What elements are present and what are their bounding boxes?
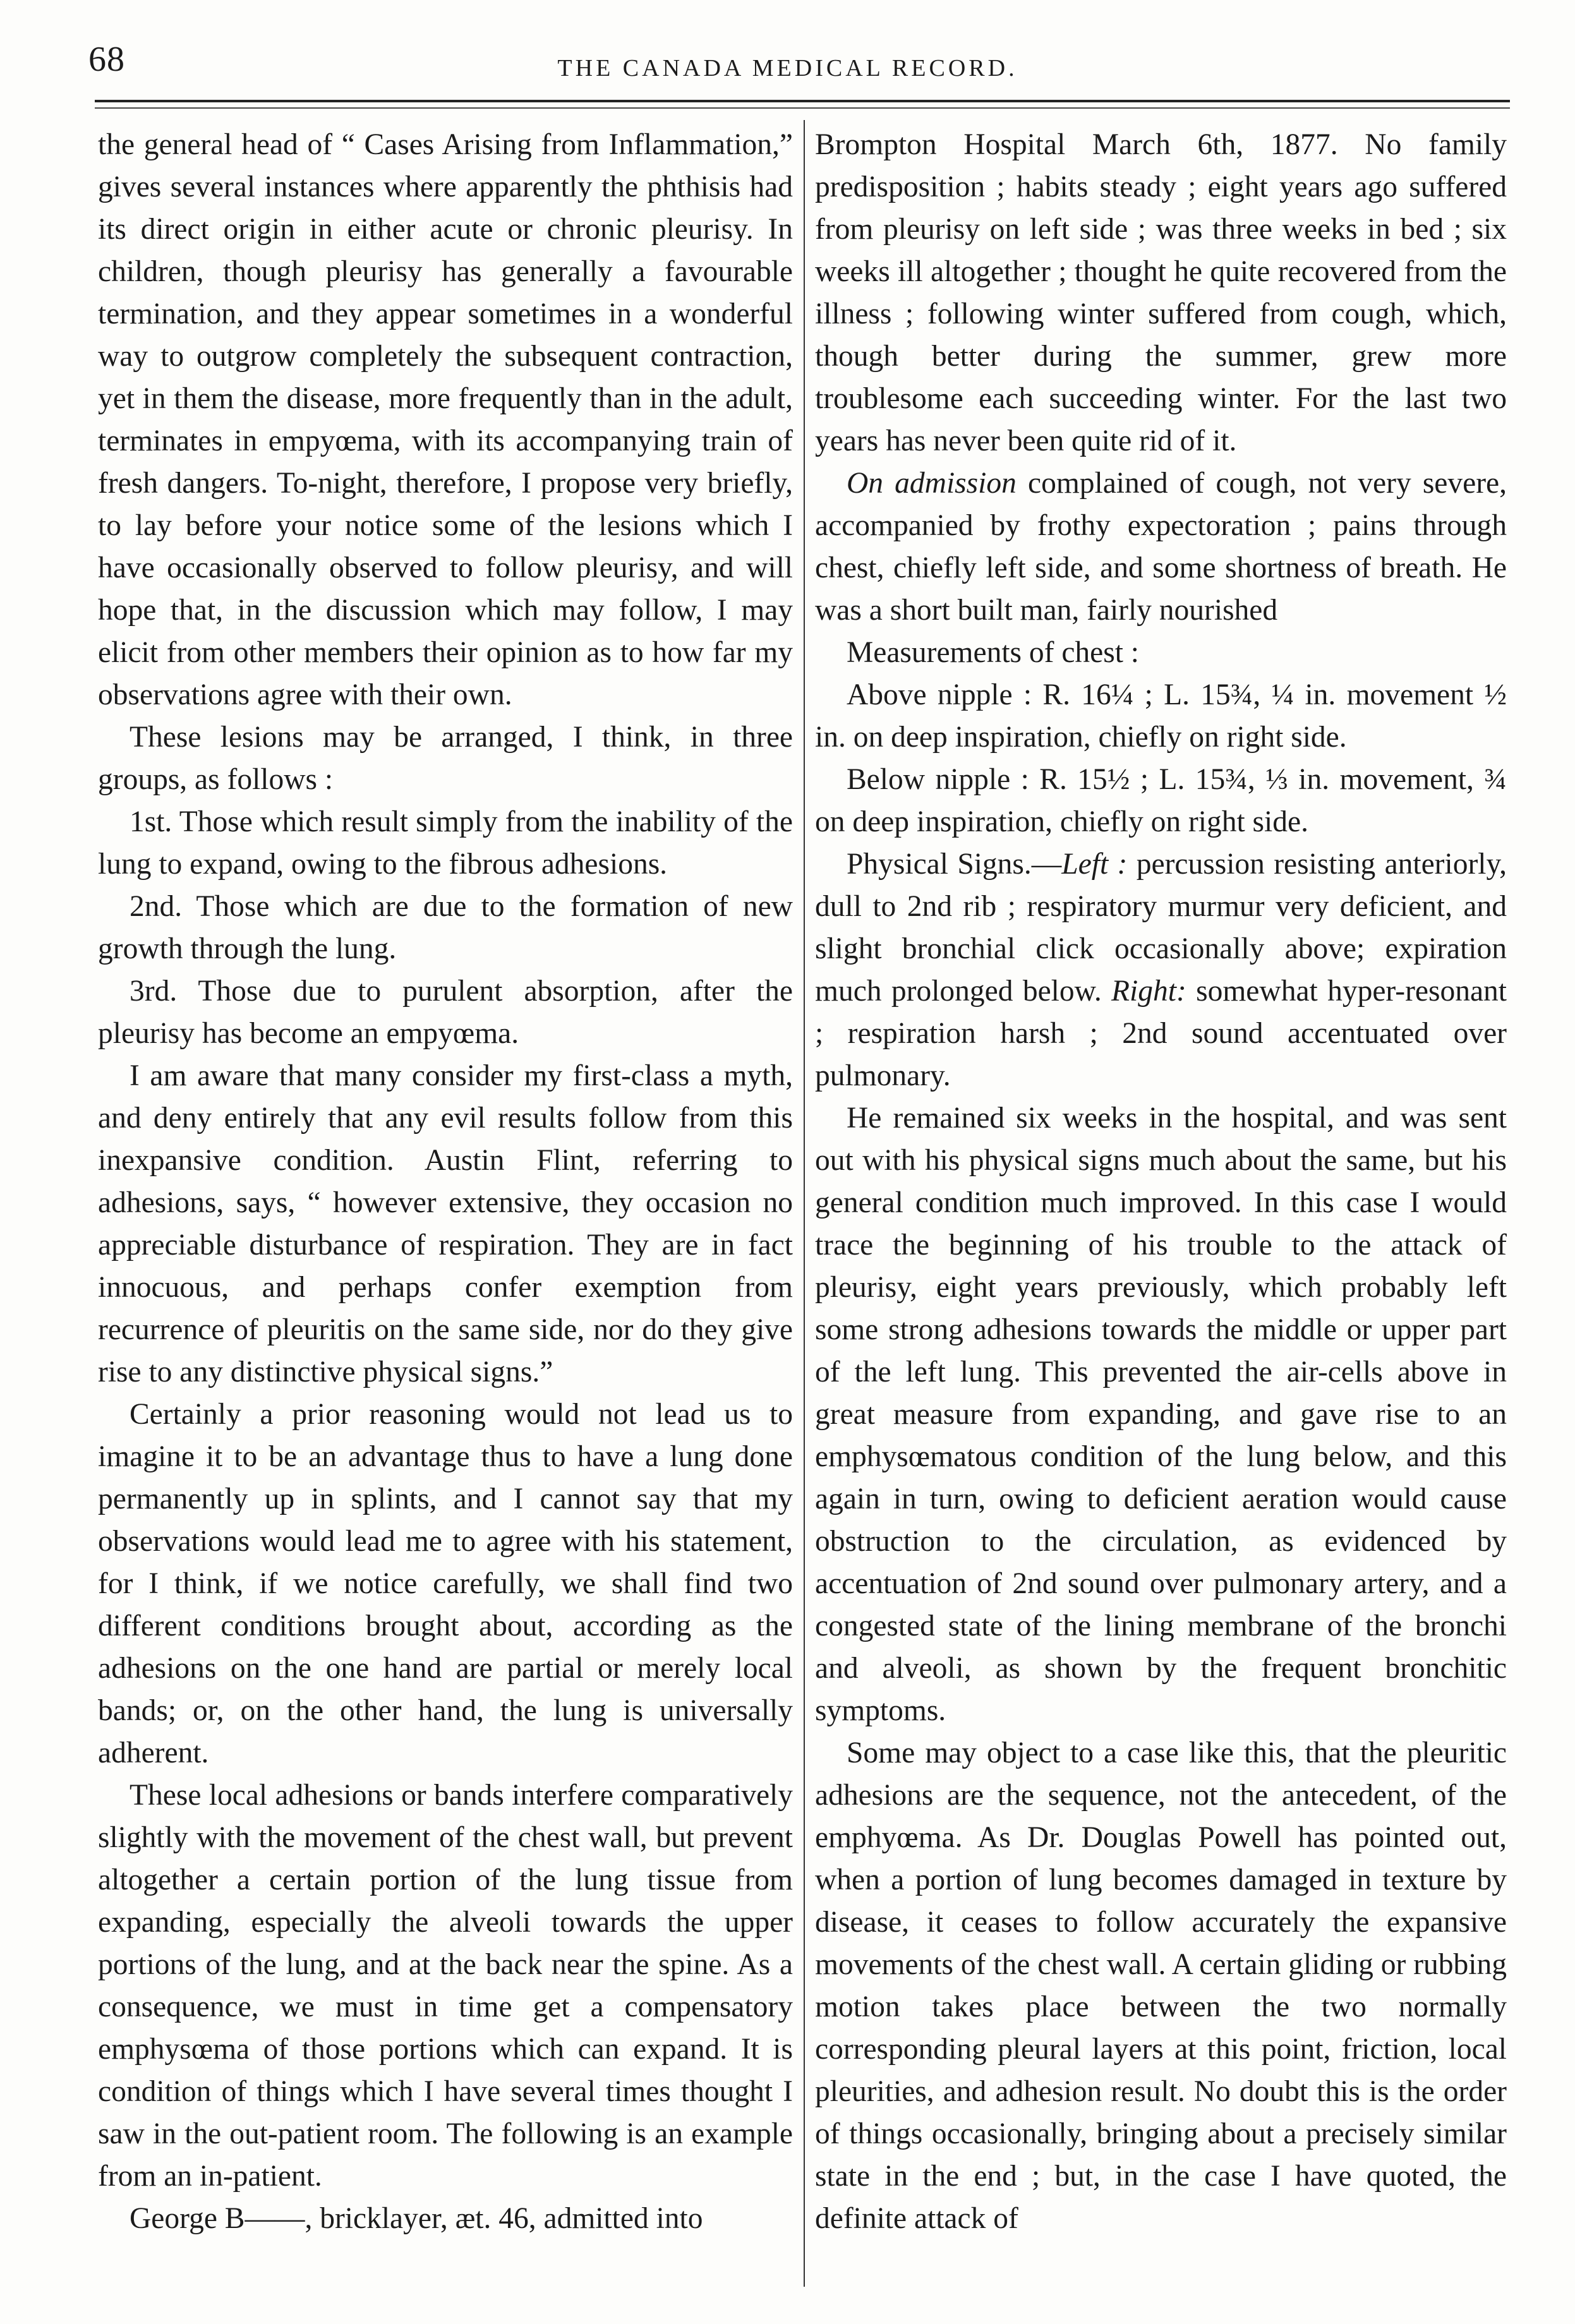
physical-signs-label: Physical Signs.— bbox=[847, 848, 1062, 881]
left-paragraph-6: I am aware that many consider my first-class a myth, and deny entirely that any evil results follow from this inexpansive condition. Austin Flint, referring to adhesions, says, “ however extensive, they occasion no appreciable disturbance of respiration. They are in fact innocuous, and perhaps confer exemption from recurrence of pleuritis on the same side, nor do they give rise to any distinctive physical signs.” bbox=[98, 1059, 793, 1388]
left-side-label: Left : bbox=[1061, 848, 1128, 881]
page-number: 68 bbox=[88, 40, 125, 79]
header-rule bbox=[95, 100, 1510, 102]
right-paragraph-2 bbox=[815, 462, 1507, 632]
left-column bbox=[98, 124, 793, 2240]
on-admission-label: On admission bbox=[847, 467, 1017, 500]
left-paragraph-2: These lesions may be arranged, I think, in three groups, as follows : bbox=[98, 721, 793, 796]
header-rule-thin bbox=[95, 107, 1510, 109]
right-paragraph-4: Above nipple : R. 16¼ ; L. 15¾, ¼ in. movement ½ in. on deep inspiration, chiefly on right side. bbox=[815, 678, 1507, 754]
column-divider bbox=[804, 120, 805, 2287]
left-paragraph-1: the general head of “ Cases Arising from Inflammation,” gives several instances where apparently the phthisis had its direct origin in either acute or chronic pleurisy. In children, though pleurisy has generally a favourable termination, and they appear sometimes in a wonderful way to outgrow completely the subsequent contraction, yet in them the disease, more frequently than in the adult, terminates in empyœma, with its accompanying train of fresh dangers. To-night, therefore, I propose very briefly, to lay before your notice some of the lesions which I have occasionally observed to follow pleurisy, and will hope that, in the discussion which may follow, I may elicit from other members their opinion as to how far my observations agree with their own. bbox=[98, 128, 793, 711]
left-side-findings: percussion resisting anteriorly, dull to 2nd rib ; respiratory murmur very deficient, and slight bronchial click occasionally above; expiration much prolonged below. bbox=[815, 848, 1507, 1008]
right-column bbox=[815, 124, 1507, 2240]
admission-text: complained of cough, not very severe, accompanied by frothy expectoration ; pains through chest, chiefly left side, and some shortness of breath. He was a short built man, fairly nourished bbox=[815, 467, 1507, 627]
right-side-findings: somewhat hyper-resonant ; respiration harsh ; 2nd sound accentuated over pulmonary. bbox=[815, 975, 1507, 1092]
left-paragraph-5: 3rd. Those due to purulent absorption, after the pleurisy has become an empyœma. bbox=[98, 975, 793, 1050]
right-paragraph-7: He remained six weeks in the hospital, and was sent out with his physical signs much about the same, but his general condition much improved. In this case I would trace the beginning of his trouble to the attack of pleurisy, eight years previously, which probably left some strong adhesions towards the middle or upper part of the left lung. This prevented the air-cells above in great measure from expanding, and gave rise to an emphysœmatous condition of the lung below, and this again in turn, owing to deficient aeration would cause obstruction to the circulation, as evidenced by accentuation of 2nd sound over pulmonary artery, and a congested state of the lining membrane of the bronchi and alveoli, as shown by the frequent bronchitic symptoms. bbox=[815, 1102, 1507, 1727]
right-paragraph-1: Brompton Hospital March 6th, 1877. No family predisposition ; habits steady ; eight years ago suffered from pleurisy on left side ; was three weeks in bed ; six weeks ill altogether ; thought he quite recovered from the illness ; following winter suffered from cough, which, though better during the summer, grew more troublesome each succeeding winter. For the last two years has never been quite rid of it. bbox=[815, 128, 1507, 457]
left-paragraph-3: 1st. Those which result simply from the inability of the lung to expand, owing to the fibrous adhesions. bbox=[98, 805, 793, 881]
left-paragraph-9: George B——, bricklayer, æt. 46, admitted into bbox=[130, 2202, 703, 2235]
left-paragraph-8: These local adhesions or bands interfere comparatively slightly with the movement of the chest wall, but prevent altogether a certain portion of the lung tissue from expanding, especially the alveoli towards the upper portions of the lung, and at the back near the spine. As a consequence, we must in time get a compensatory emphysœma of those portions which can expand. It is condition of things which I have several times thought I saw in the out-patient room. The following is an example from an in-patient. bbox=[98, 1779, 793, 2193]
right-paragraph-3: Measurements of chest : bbox=[847, 636, 1139, 669]
journal-title: THE CANADA MEDICAL RECORD. bbox=[557, 55, 1018, 81]
right-paragraph-8: Some may object to a case like this, that the pleuritic adhesions are the sequence, not the antecedent, of the emphyœma. As Dr. Douglas Powell has pointed out, when a portion of lung becomes damaged in texture by disease, it ceases to follow accurately the expansive movements of the chest wall. A certain gliding or rubbing motion takes place between the two normally corresponding pleural layers at this point, friction, local pleurities, and adhesion result. No doubt this is the order of things occasionally, bringing about a precisely similar state in the end ; but, in the case I have quoted, the definite attack of bbox=[815, 1737, 1507, 2235]
right-paragraph-5: Below nipple : R. 15½ ; L. 15¾, ⅓ in. movement, ¾ on deep inspiration, chiefly on right side. bbox=[815, 763, 1507, 838]
right-paragraph-6 bbox=[815, 843, 1507, 1097]
running-head bbox=[88, 39, 1487, 90]
left-paragraph-7: Certainly a prior reasoning would not lead us to imagine it to be an advantage thus to have a lung done permanently up in splints, and I cannot say that my observations would lead me to agree with his statement, for I think, if we notice carefully, we shall find two different conditions brought about, according as the adhesions on the one hand are partial or merely local bands; or, on the other hand, the lung is universally adherent. bbox=[98, 1398, 793, 1769]
right-side-label: Right: bbox=[1111, 975, 1186, 1008]
left-paragraph-4: 2nd. Those which are due to the formation of new growth through the lung. bbox=[98, 890, 793, 965]
